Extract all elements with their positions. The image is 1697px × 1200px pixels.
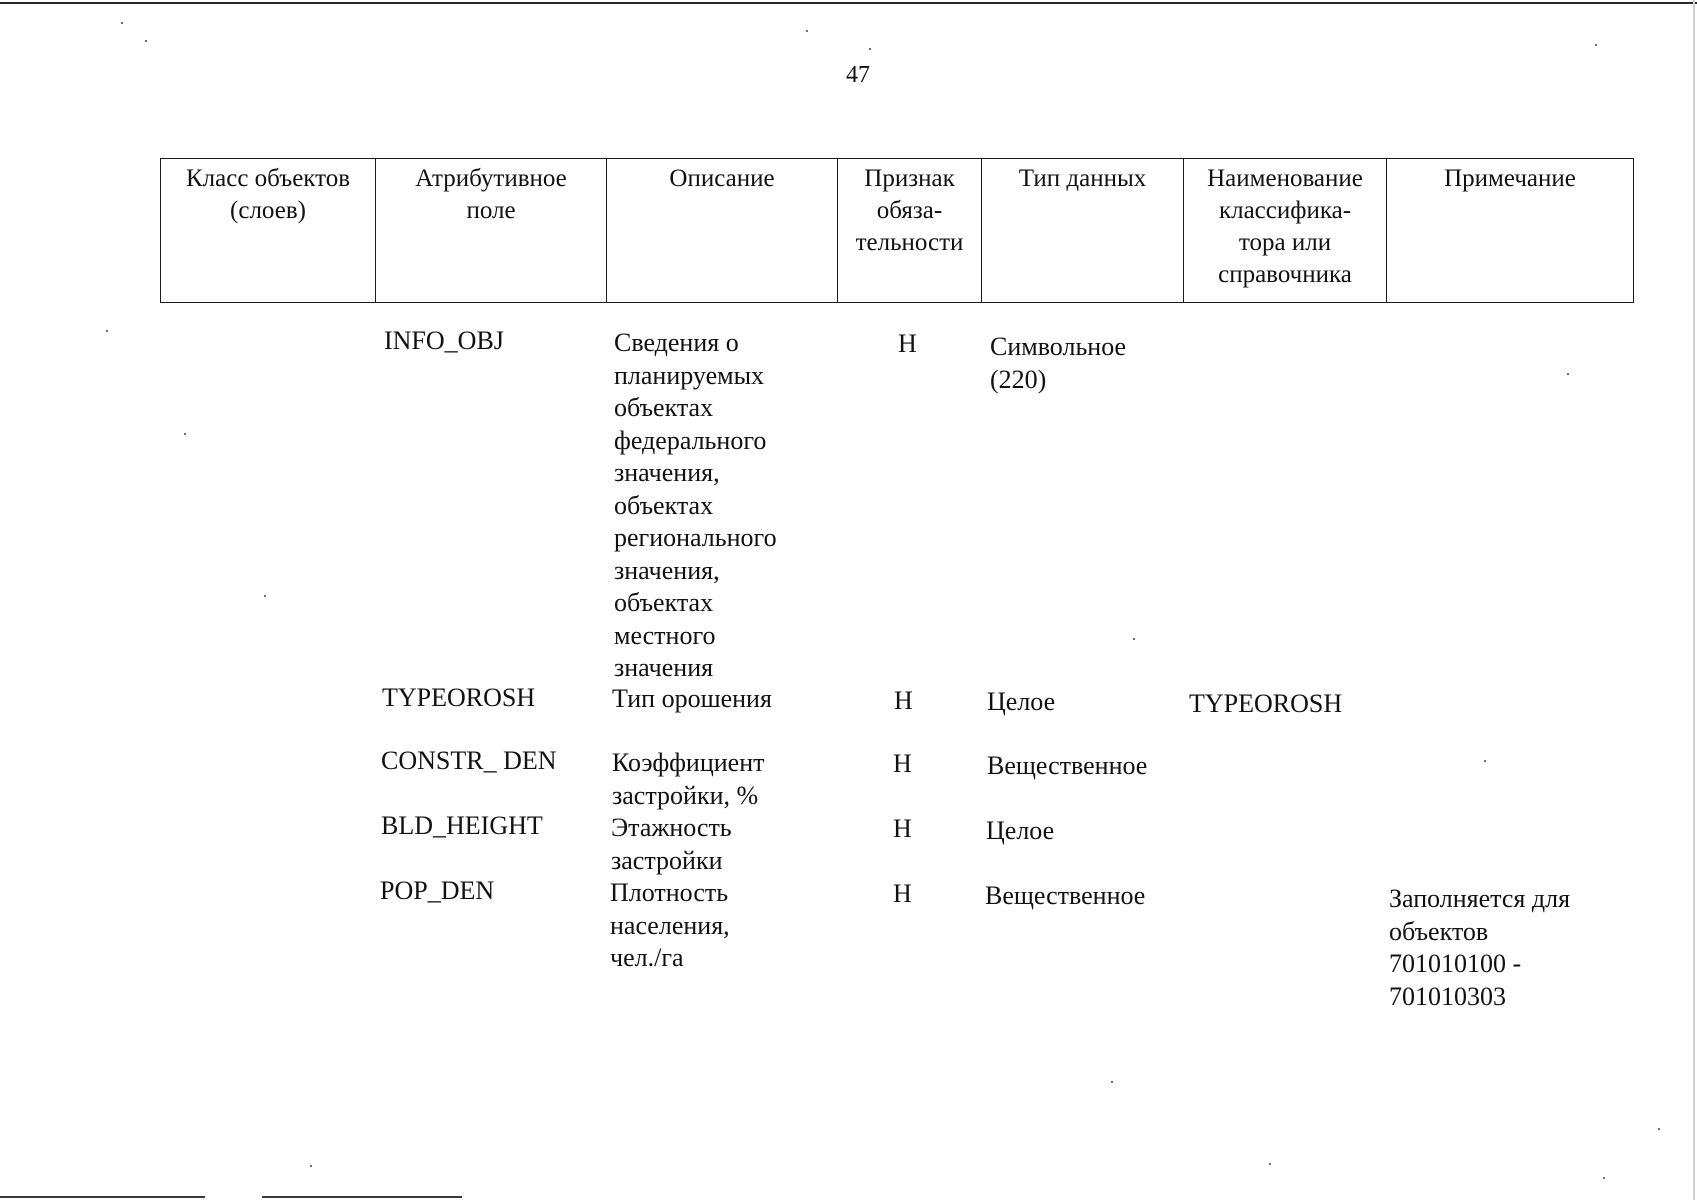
row-data-type: Целое	[986, 816, 1055, 845]
row-required: Н	[898, 329, 917, 358]
table-header	[160, 158, 1634, 303]
row-note: Заполняется для объектов 701010100 - 701010303	[1389, 884, 1571, 1011]
row-data-type: Целое	[987, 687, 1056, 716]
scan-edge-bottom	[0, 1196, 205, 1198]
row-field: POP_DEN	[380, 876, 495, 905]
row-data-type: Вещественное	[985, 881, 1146, 910]
scan-speck	[264, 595, 266, 597]
row-description: Коэффициент застройки, %	[612, 748, 765, 810]
row-field: BLD_HEIGHT	[381, 811, 543, 840]
row-description: Плотность населения, чел./га	[610, 878, 730, 972]
scan-speck	[145, 40, 147, 42]
row-description: Сведения о планируемых объектах федерального значения, объектах регионального значения, объектах местного значения	[614, 328, 777, 682]
row-description: Этажность застройки	[611, 813, 732, 875]
scan-speck	[1603, 1177, 1605, 1179]
header-required: Признак обяза- тельности	[837, 158, 981, 303]
scan-speck	[106, 330, 108, 332]
scan-speck	[184, 433, 186, 435]
scan-edge-bottom	[262, 1196, 462, 1198]
scan-speck	[310, 1165, 312, 1167]
scan-speck	[1595, 44, 1597, 46]
row-field: TYPEOROSH	[382, 683, 536, 712]
page-number: 47	[846, 62, 870, 88]
scan-speck	[1133, 638, 1135, 640]
row-data-type: Символьное (220)	[990, 332, 1127, 394]
row-description: Тип орошения	[612, 684, 772, 713]
row-field: CONSTR_ DEN	[381, 746, 557, 775]
scan-speck	[1111, 1081, 1113, 1083]
scan-speck	[869, 48, 871, 50]
row-required: Н	[893, 749, 912, 778]
scan-speck	[1567, 373, 1569, 375]
header-description: Описание	[606, 158, 837, 303]
row-data-type: Вещественное	[987, 751, 1148, 780]
row-field: INFO_OBJ	[384, 326, 504, 355]
row-required: Н	[894, 686, 913, 715]
scan-speck	[1658, 1128, 1660, 1130]
header-data-type: Тип данных	[981, 158, 1183, 303]
scan-edge-right	[1693, 0, 1695, 1200]
header-note: Примечание	[1386, 158, 1634, 303]
row-classifier: TYPEOROSH	[1189, 689, 1343, 718]
scan-speck	[1484, 760, 1486, 762]
scan-speck	[806, 30, 808, 32]
row-required: Н	[893, 879, 912, 908]
header-attribute-field: Атрибутивное поле	[375, 158, 606, 303]
scan-edge-top	[0, 2, 1697, 4]
header-classifier: Наименование классифика- тора или справочника	[1183, 158, 1386, 303]
scan-speck	[121, 22, 123, 24]
scan-speck	[1269, 1163, 1271, 1165]
row-required: Н	[893, 814, 912, 843]
header-class: Класс объектов (слоев)	[160, 158, 375, 303]
